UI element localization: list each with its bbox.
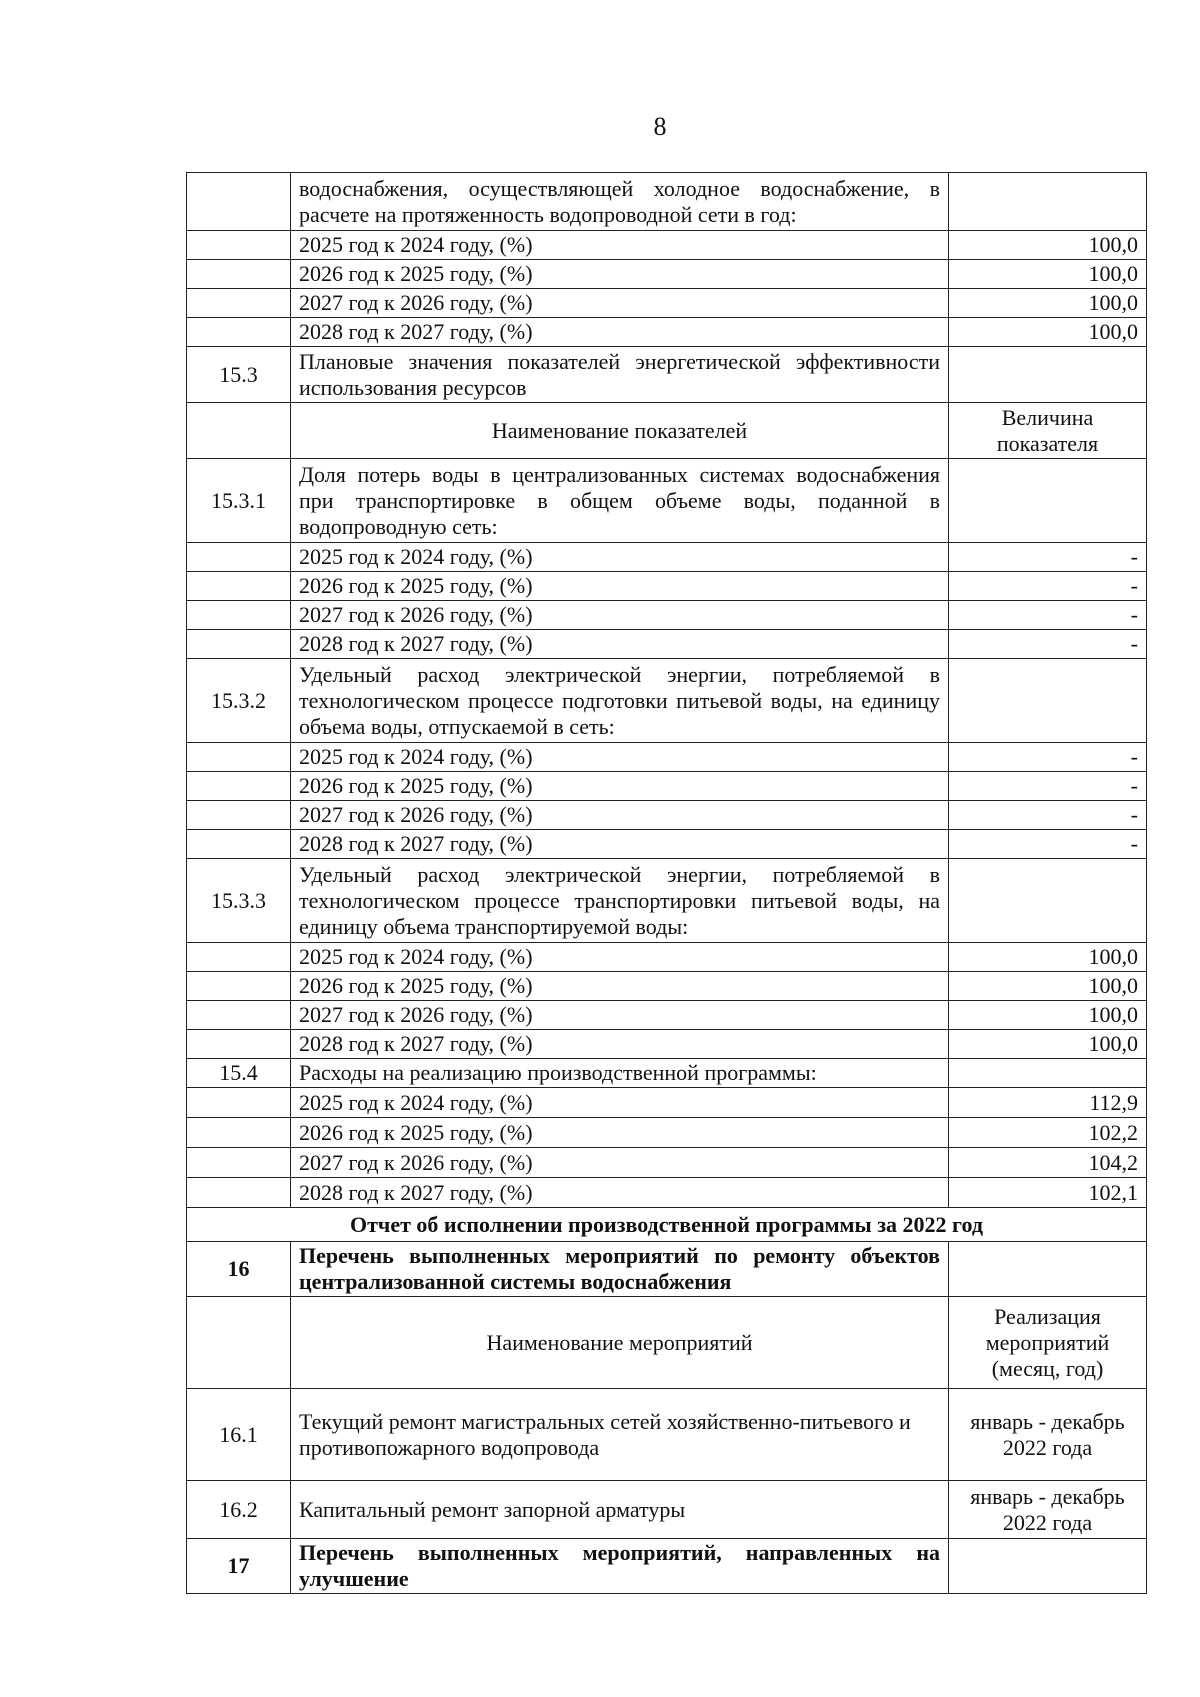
table-row	[187, 1148, 1147, 1178]
row-value	[949, 1539, 1147, 1594]
row-value: 100,0	[949, 1001, 1147, 1030]
row-number	[187, 173, 291, 231]
row-text: 2027 год к 2026 году, (%)	[291, 289, 949, 318]
row-text: 2028 год к 2027 году, (%)	[291, 630, 949, 659]
table-row	[187, 943, 1147, 972]
row-value: -	[949, 743, 1147, 772]
row-number: 15.3	[187, 347, 291, 403]
row-value: -	[949, 772, 1147, 801]
row-value: -	[949, 601, 1147, 630]
row-text: 2027 год к 2026 году, (%)	[291, 1148, 949, 1178]
table-row	[187, 1059, 1147, 1088]
table-row	[187, 1539, 1147, 1594]
row-value: 100,0	[949, 231, 1147, 260]
row-text: водоснабжения, осуществляющей холодное водоснабжение, в расчете на протяженность водопроводной сети в год:	[291, 173, 949, 231]
row-value	[949, 659, 1147, 743]
row-text: 2026 год к 2025 году, (%)	[291, 972, 949, 1001]
row-text: Перечень выполненных мероприятий, направленных на улучшение	[291, 1539, 949, 1594]
row-text: 2027 год к 2026 году, (%)	[291, 801, 949, 830]
row-value	[949, 1242, 1147, 1297]
row-text: Плановые значения показателей энергетической эффективности использования ресурсов	[291, 347, 949, 403]
row-value: 100,0	[949, 943, 1147, 972]
table-row	[187, 659, 1147, 743]
table-row	[187, 1178, 1147, 1208]
row-text: Удельный расход электрической энергии, потребляемой в технологическом процессе подготовки питьевой воды, на единицу объема воды, отпускаемой в сеть:	[291, 659, 949, 743]
row-number	[187, 318, 291, 347]
table-row	[187, 772, 1147, 801]
table-row	[187, 543, 1147, 572]
row-number	[187, 260, 291, 289]
row-value: 100,0	[949, 289, 1147, 318]
row-value: 100,0	[949, 972, 1147, 1001]
row-number: 16	[187, 1242, 291, 1297]
table-row	[187, 318, 1147, 347]
row-number	[187, 830, 291, 859]
row-text: 2028 год к 2027 году, (%)	[291, 830, 949, 859]
row-text: Капитальный ремонт запорной арматуры	[291, 1481, 949, 1539]
row-value: 102,2	[949, 1118, 1147, 1148]
row-number	[187, 630, 291, 659]
row-number: 15.3.3	[187, 859, 291, 943]
row-text: 2025 год к 2024 году, (%)	[291, 743, 949, 772]
table-row	[187, 830, 1147, 859]
row-value: -	[949, 830, 1147, 859]
table-row	[187, 260, 1147, 289]
row-number	[187, 1118, 291, 1148]
table-row	[187, 1297, 1147, 1389]
table-row	[187, 1118, 1147, 1148]
row-text: Расходы на реализацию производственной программы:	[291, 1059, 949, 1088]
row-text: 2028 год к 2027 году, (%)	[291, 1178, 949, 1208]
table-row	[187, 743, 1147, 772]
row-number: 15.3.1	[187, 459, 291, 543]
table-row	[187, 289, 1147, 318]
row-value: -	[949, 801, 1147, 830]
row-value: 100,0	[949, 260, 1147, 289]
table-row	[187, 403, 1147, 459]
table-row	[187, 601, 1147, 630]
row-number	[187, 543, 291, 572]
row-number	[187, 1178, 291, 1208]
row-value: 104,2	[949, 1148, 1147, 1178]
row-number: 16.2	[187, 1481, 291, 1539]
table-row	[187, 572, 1147, 601]
row-value	[949, 859, 1147, 943]
column-header-value: Величина показателя	[949, 403, 1147, 459]
table-row	[187, 859, 1147, 943]
row-text: 2027 год к 2026 году, (%)	[291, 601, 949, 630]
column-header-name: Наименование мероприятий	[291, 1297, 949, 1389]
table-row	[187, 1001, 1147, 1030]
row-text: 2028 год к 2027 году, (%)	[291, 1030, 949, 1059]
row-number	[187, 572, 291, 601]
row-number	[187, 1030, 291, 1059]
row-text: Доля потерь воды в централизованных системах водоснабжения при транспортировке в общем объеме воды, поданной в водопроводную сеть:	[291, 459, 949, 543]
row-value	[949, 173, 1147, 231]
row-number: 15.4	[187, 1059, 291, 1088]
column-header-name: Наименование показателей	[291, 403, 949, 459]
row-value: 112,9	[949, 1088, 1147, 1118]
row-text: 2028 год к 2027 году, (%)	[291, 318, 949, 347]
row-number: 16.1	[187, 1389, 291, 1481]
row-number	[187, 231, 291, 260]
row-text: Удельный расход электрической энергии, потребляемой в технологическом процессе транспортировки питьевой воды, на единицу объема транспортируемой воды:	[291, 859, 949, 943]
table-row	[187, 1208, 1147, 1242]
table-row	[187, 630, 1147, 659]
row-value	[949, 459, 1147, 543]
row-text: 2025 год к 2024 году, (%)	[291, 231, 949, 260]
row-text: 2025 год к 2024 году, (%)	[291, 943, 949, 972]
row-text: 2027 год к 2026 году, (%)	[291, 1001, 949, 1030]
row-text: 2026 год к 2025 году, (%)	[291, 1118, 949, 1148]
table-row	[187, 1088, 1147, 1118]
table-row	[187, 1389, 1147, 1481]
section-heading: Отчет об исполнении производственной программы за 2022 год	[187, 1208, 1147, 1242]
row-text: Перечень выполненных мероприятий по ремонту объектов централизованной системы водоснабжения	[291, 1242, 949, 1297]
row-number	[187, 972, 291, 1001]
row-value: 100,0	[949, 318, 1147, 347]
row-text: 2025 год к 2024 году, (%)	[291, 543, 949, 572]
table-row	[187, 173, 1147, 231]
row-value: январь - декабрь 2022 года	[949, 1389, 1147, 1481]
column-header-value: Реализация мероприятий (месяц, год)	[949, 1297, 1147, 1389]
row-number	[187, 743, 291, 772]
row-number	[187, 289, 291, 318]
table-row	[187, 1481, 1147, 1539]
row-text: 2025 год к 2024 году, (%)	[291, 1088, 949, 1118]
row-text: Текущий ремонт магистральных сетей хозяйственно-питьевого и противопожарного водопровода	[291, 1389, 949, 1481]
table-row	[187, 231, 1147, 260]
row-value	[949, 1059, 1147, 1088]
row-number	[187, 1001, 291, 1030]
row-number	[187, 1088, 291, 1118]
row-value: -	[949, 572, 1147, 601]
row-text: 2026 год к 2025 году, (%)	[291, 572, 949, 601]
row-value	[949, 347, 1147, 403]
row-number	[187, 772, 291, 801]
table-row	[187, 459, 1147, 543]
row-number	[187, 403, 291, 459]
table-row	[187, 347, 1147, 403]
row-number	[187, 1297, 291, 1389]
row-value: -	[949, 630, 1147, 659]
row-number: 15.3.2	[187, 659, 291, 743]
table-row	[187, 801, 1147, 830]
indicators-table	[186, 172, 1147, 1594]
row-number	[187, 943, 291, 972]
row-number	[187, 801, 291, 830]
table-row	[187, 1030, 1147, 1059]
row-value: 100,0	[949, 1030, 1147, 1059]
row-number	[187, 1148, 291, 1178]
table-row	[187, 972, 1147, 1001]
row-number	[187, 601, 291, 630]
page-number: 8	[653, 112, 667, 141]
row-value: 102,1	[949, 1178, 1147, 1208]
table-row	[187, 1242, 1147, 1297]
row-text: 2026 год к 2025 году, (%)	[291, 260, 949, 289]
row-value: январь - декабрь 2022 года	[949, 1481, 1147, 1539]
row-text: 2026 год к 2025 году, (%)	[291, 772, 949, 801]
row-value: -	[949, 543, 1147, 572]
row-number: 17	[187, 1539, 291, 1594]
